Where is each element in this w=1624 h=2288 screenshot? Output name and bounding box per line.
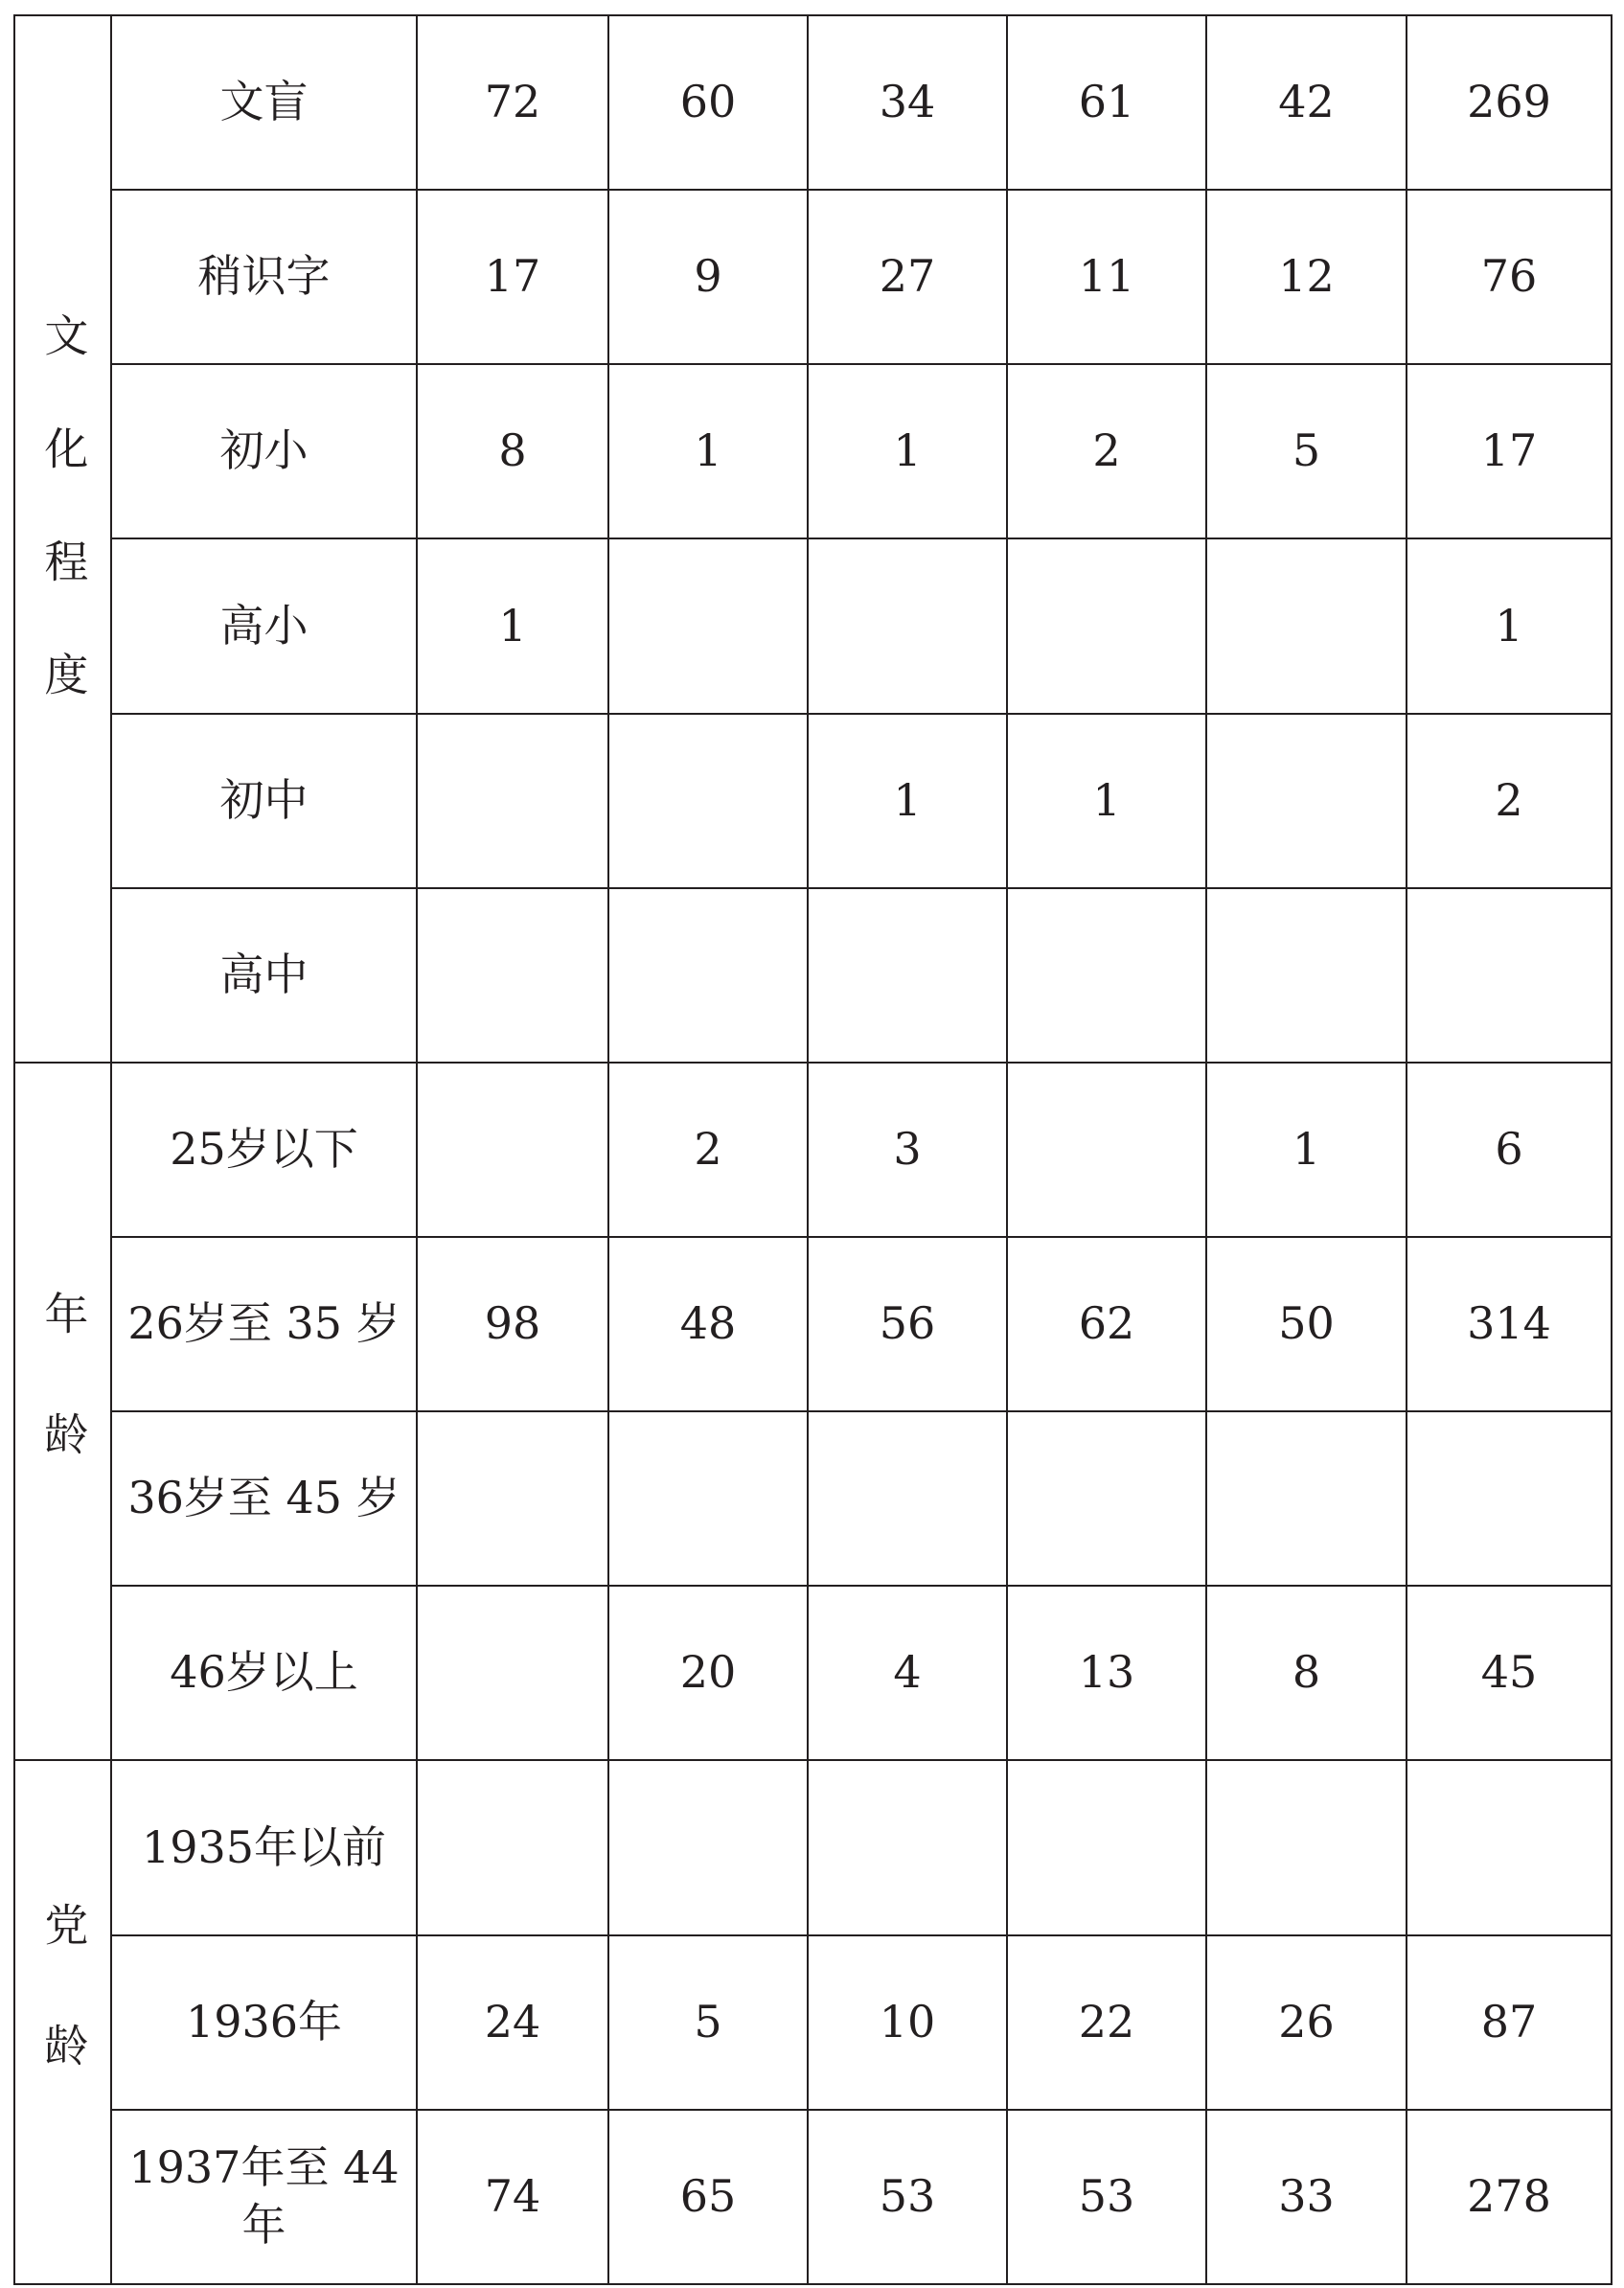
value-cell: 74 (417, 2110, 608, 2284)
value-cell (608, 888, 808, 1063)
value-cell (417, 888, 608, 1063)
value-cell (417, 1586, 608, 1760)
total-cell (1407, 888, 1612, 1063)
table-row (14, 1760, 1612, 1934)
group-label-cell (14, 1063, 111, 1761)
value-cell: 61 (1007, 15, 1206, 190)
value-cell: 24 (417, 1935, 608, 2110)
value-cell: 1 (608, 364, 808, 538)
value-cell (808, 538, 1007, 713)
value-cell: 1 (808, 364, 1007, 538)
value-cell (1007, 538, 1206, 713)
value-cell: 4 (808, 1586, 1007, 1760)
value-cell: 26 (1206, 1935, 1407, 2110)
row-label: 初中 (111, 714, 417, 888)
value-cell: 22 (1007, 1935, 1206, 2110)
value-cell: 56 (808, 1237, 1007, 1411)
value-cell: 20 (608, 1586, 808, 1760)
table-body (14, 15, 1612, 2284)
table-row (14, 15, 1612, 190)
value-cell (1007, 1760, 1206, 1934)
value-cell: 53 (1007, 2110, 1206, 2284)
value-cell (1206, 714, 1407, 888)
value-cell: 2 (608, 1063, 808, 1237)
value-cell (808, 1760, 1007, 1934)
value-cell (1206, 888, 1407, 1063)
group-label: 党龄 (37, 1901, 90, 2143)
value-cell: 42 (1206, 15, 1407, 190)
value-cell: 1 (1206, 1063, 1407, 1237)
table-row (14, 1237, 1612, 1411)
group-label: 年龄 (37, 1291, 90, 1533)
table-row (14, 1411, 1612, 1586)
value-cell (808, 888, 1007, 1063)
value-cell: 8 (1206, 1586, 1407, 1760)
value-cell: 10 (808, 1935, 1007, 2110)
table-row (14, 190, 1612, 364)
table-row (14, 364, 1612, 538)
total-cell (1407, 1760, 1612, 1934)
value-cell: 9 (608, 190, 808, 364)
row-label: 26岁至 35 岁 (111, 1237, 417, 1411)
row-label: 1936年 (111, 1935, 417, 2110)
value-cell: 5 (608, 1935, 808, 2110)
total-cell: 1 (1407, 538, 1612, 713)
table-row (14, 2110, 1612, 2284)
value-cell: 1 (417, 538, 608, 713)
row-label: 1937年至 44 年 (111, 2110, 417, 2284)
total-cell: 6 (1407, 1063, 1612, 1237)
value-cell: 17 (417, 190, 608, 364)
total-cell: 314 (1407, 1237, 1612, 1411)
value-cell (808, 1411, 1007, 1586)
value-cell: 50 (1206, 1237, 1407, 1411)
row-label: 25岁以下 (111, 1063, 417, 1237)
total-cell: 76 (1407, 190, 1612, 364)
group-label: 文化程度 (37, 312, 90, 766)
value-cell: 33 (1206, 2110, 1407, 2284)
table-row (14, 714, 1612, 888)
value-cell (1007, 1063, 1206, 1237)
value-cell: 5 (1206, 364, 1407, 538)
table-row (14, 888, 1612, 1063)
total-cell: 269 (1407, 15, 1612, 190)
value-cell (1007, 888, 1206, 1063)
row-label: 46岁以上 (111, 1586, 417, 1760)
value-cell (417, 1411, 608, 1586)
value-cell (608, 1760, 808, 1934)
table-row (14, 538, 1612, 713)
value-cell (608, 1411, 808, 1586)
value-cell: 27 (808, 190, 1007, 364)
value-cell: 72 (417, 15, 608, 190)
value-cell: 48 (608, 1237, 808, 1411)
row-label: 1935年以前 (111, 1760, 417, 1934)
value-cell (417, 714, 608, 888)
value-cell (608, 714, 808, 888)
value-cell: 62 (1007, 1237, 1206, 1411)
group-label-cell (14, 15, 111, 1063)
value-cell: 8 (417, 364, 608, 538)
value-cell: 1 (1007, 714, 1206, 888)
total-cell: 87 (1407, 1935, 1612, 2110)
total-cell: 278 (1407, 2110, 1612, 2284)
value-cell (1206, 538, 1407, 713)
value-cell: 13 (1007, 1586, 1206, 1760)
total-cell: 2 (1407, 714, 1612, 888)
row-label: 36岁至 45 岁 (111, 1411, 417, 1586)
table-row (14, 1935, 1612, 2110)
value-cell (608, 538, 808, 713)
total-cell: 17 (1407, 364, 1612, 538)
value-cell: 34 (808, 15, 1007, 190)
row-label: 初小 (111, 364, 417, 538)
value-cell (417, 1063, 608, 1237)
row-label: 高中 (111, 888, 417, 1063)
value-cell: 12 (1206, 190, 1407, 364)
value-cell: 2 (1007, 364, 1206, 538)
value-cell (417, 1760, 608, 1934)
total-cell (1407, 1411, 1612, 1586)
value-cell (1206, 1411, 1407, 1586)
value-cell: 60 (608, 15, 808, 190)
group-label-cell (14, 1760, 111, 2283)
row-label: 高小 (111, 538, 417, 713)
value-cell: 98 (417, 1237, 608, 1411)
table-row (14, 1063, 1612, 1237)
value-cell: 1 (808, 714, 1007, 888)
total-cell: 45 (1407, 1586, 1612, 1760)
statistics-table (13, 14, 1613, 2285)
value-cell (1206, 1760, 1407, 1934)
value-cell: 53 (808, 2110, 1007, 2284)
value-cell: 3 (808, 1063, 1007, 1237)
value-cell: 11 (1007, 190, 1206, 364)
row-label: 稍识字 (111, 190, 417, 364)
table-row (14, 1586, 1612, 1760)
row-label: 文盲 (111, 15, 417, 190)
value-cell: 65 (608, 2110, 808, 2284)
value-cell (1007, 1411, 1206, 1586)
